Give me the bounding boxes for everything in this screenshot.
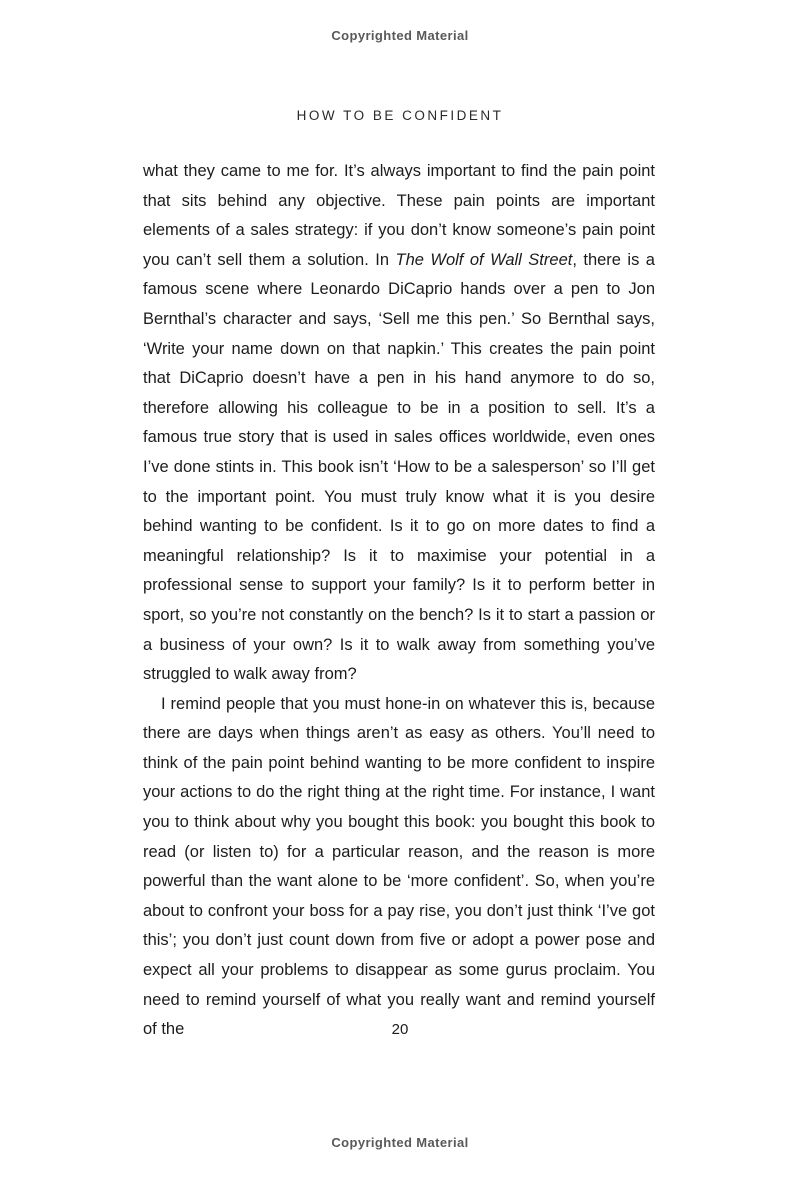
text-run: what they came to me for. It’s always important to find the pain point that sits behind any objective. These pain points are important elements of a sales strategy: if you don’t know someone’s pain point you can’t sell them a solution. In xyxy=(143,162,655,269)
copyright-notice-bottom: Copyrighted Material xyxy=(331,1135,469,1150)
text-run: , there is a famous scene where Leonardo DiCaprio hands over a pen to Jon Bernthal’s character and says, ‘Sell me this pen.’ So Bernthal says, ‘Write your name down on that napkin.’ This creates the pain point that DiCaprio doesn’t have a pen in his hand anymore to do so, therefore allowing his colleague to be in a position to sell. It’s a famous true story that is used in sales offices worldwide, even ones I’ve done stints in. This book isn’t ‘How to be a salesperson’ so I’ll get to the important point. You must truly know what it is you desire behind wanting to be confident. Is it to go on more dates to find a meaningful relationship? Is it to maximise your potential in a professional sense to support your family? Is it to perform better in sport, so you’re not constantly on the bench? Is it to start a passion or a business of your own? Is it to walk away from something you’ve struggled to walk away from? xyxy=(143,250,655,684)
page-number: 20 xyxy=(391,1021,409,1038)
italic-text-run: The Wolf of Wall Street xyxy=(395,250,573,269)
text-run: I remind people that you must hone-in on whatever this is, because there are days when things aren’t as easy as others. You’ll need to think of the pain point behind wanting to be more confident to inspire your actions to do the right thing at the right time. For instance, I want you to think about why you bought this book: you bought this book to read (or listen to) for a particular reason, and the reason is more powerful than the want alone to be ‘more confident’. So, when you’re about to confront your boss for a pay rise, you don’t just think ‘I’ve got this’; you don’t just count down from five or adopt a power pose and expect all your problems to disappear as some gurus proclaim. You need to remind yourself of what you really want and remind yourself of the xyxy=(143,694,655,1039)
chapter-header: HOW TO BE CONFIDENT xyxy=(296,108,504,123)
body-text xyxy=(143,157,655,1045)
copyright-notice-top: Copyrighted Material xyxy=(331,28,469,43)
paragraph xyxy=(143,690,655,1045)
paragraph xyxy=(143,157,655,690)
